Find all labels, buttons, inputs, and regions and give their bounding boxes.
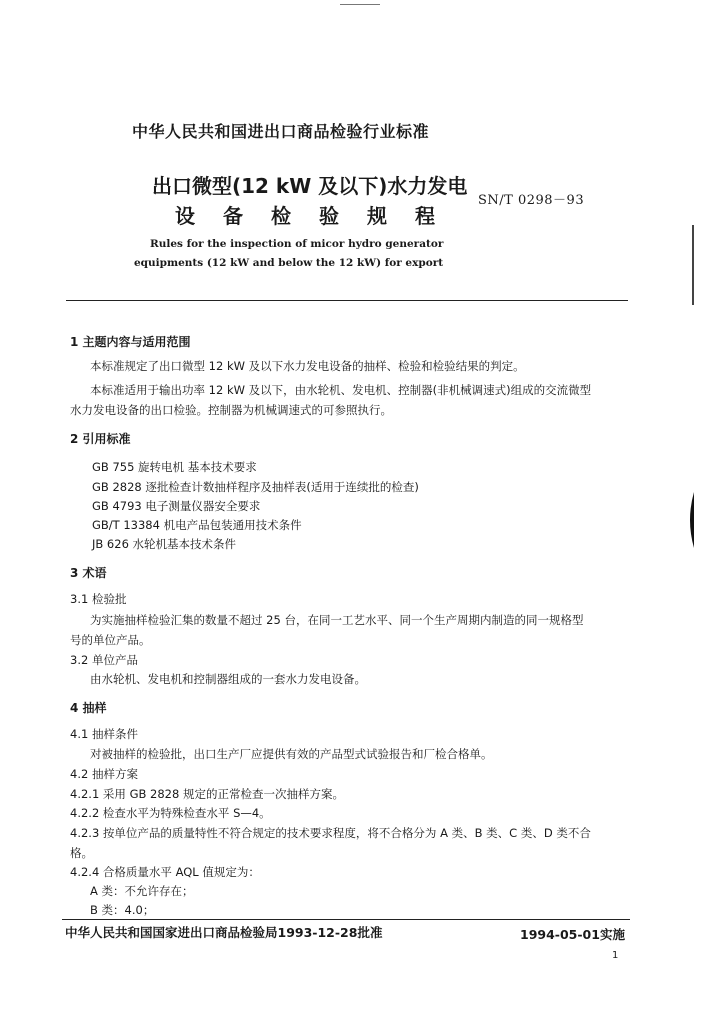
header-divider — [66, 300, 628, 301]
section-4-2-2: 4.2.2 检查水平为特殊检查水平 S—4。 — [70, 806, 271, 820]
section-1-paragraph-2-cont: 水力发电设备的出口检验。控制器为机械调速式的可参照执行。 — [70, 403, 392, 417]
section-4-2-heading: 4.2 抽样方案 — [70, 767, 138, 781]
section-4-heading: 4 抽样 — [70, 701, 107, 715]
section-3-1-paragraph: 为实施抽样检验汇集的数量不超过 25 台，在同一工艺水平、同一个生产周期内制造的同一规格型 — [90, 613, 584, 627]
section-3-1-paragraph-cont: 号的单位产品。 — [70, 633, 151, 647]
section-4-2-1: 4.2.1 采用 GB 2828 规定的正常检查一次抽样方案。 — [70, 787, 344, 801]
aql-class-b: B 类：4.0； — [90, 903, 155, 917]
section-3-2-heading: 3.2 单位产品 — [70, 653, 138, 667]
aql-class-a: A 类：不允许存在； — [90, 884, 194, 898]
section-3-heading: 3 术语 — [70, 566, 107, 580]
section-1-paragraph-1: 本标准规定了出口微型 12 kW 及以下水力发电设备的抽样、检验和检验结果的判定。 — [90, 359, 525, 373]
page-number: 1 — [612, 950, 619, 961]
section-2-heading: 2 引用标准 — [70, 432, 131, 446]
scan-mark-top — [340, 4, 380, 5]
effective-date: 1994-05-01实施 — [520, 927, 625, 942]
section-1-paragraph-2: 本标准适用于输出功率 12 kW 及以下，由水轮机、发电机、控制器(非机械调速式)组成的交流微型 — [90, 383, 592, 397]
section-3-1-heading: 3.1 检验批 — [70, 592, 127, 606]
document-title-line2: 设备检验规程 — [175, 204, 463, 228]
scan-mark-line — [692, 225, 694, 305]
scan-mark-bracket — [684, 490, 696, 550]
issuing-organization: 中华人民共和国进出口商品检验行业标准 — [132, 122, 430, 141]
english-title-line2: equipments (12 kW and below the 12 kW) for export — [134, 257, 444, 269]
section-1-heading: 1 主题内容与适用范围 — [70, 335, 191, 349]
section-4-1-heading: 4.1 抽样条件 — [70, 727, 138, 741]
section-4-1-paragraph: 对被抽样的检验批，出口生产厂应提供有效的产品型式试验报告和厂检合格单。 — [90, 747, 493, 761]
standard-code: SN/T 0298－93 — [478, 193, 585, 208]
reference-item: GB 755 旋转电机 基本技术要求 — [92, 460, 257, 474]
english-title-line1: Rules for the inspection of micor hydro generator — [150, 238, 444, 250]
section-4-2-3-cont: 格。 — [70, 846, 93, 860]
reference-item: GB 2828 逐批检查计数抽样程序及抽样表(适用于连续批的检查) — [92, 480, 419, 494]
approval-statement: 中华人民共和国国家进出口商品检验局1993-12-28批准 — [65, 925, 383, 940]
section-3-2-paragraph: 由水轮机、发电机和控制器组成的一套水力发电设备。 — [90, 672, 366, 686]
section-4-2-3: 4.2.3 按单位产品的质量特性不符合规定的技术要求程度，将不合格分为 A 类、B 类、C 类、D 类不合 — [70, 826, 591, 840]
reference-item: GB/T 13384 机电产品包装通用技术条件 — [92, 518, 302, 532]
reference-item: GB 4793 电子测量仪器安全要求 — [92, 499, 261, 513]
section-4-2-4: 4.2.4 合格质量水平 AQL 值规定为： — [70, 865, 260, 879]
document-title-line1: 出口微型(12 kW 及以下)水力发电 — [152, 174, 468, 198]
reference-item: JB 626 水轮机基本技术条件 — [92, 537, 237, 551]
footer-divider — [62, 919, 630, 920]
